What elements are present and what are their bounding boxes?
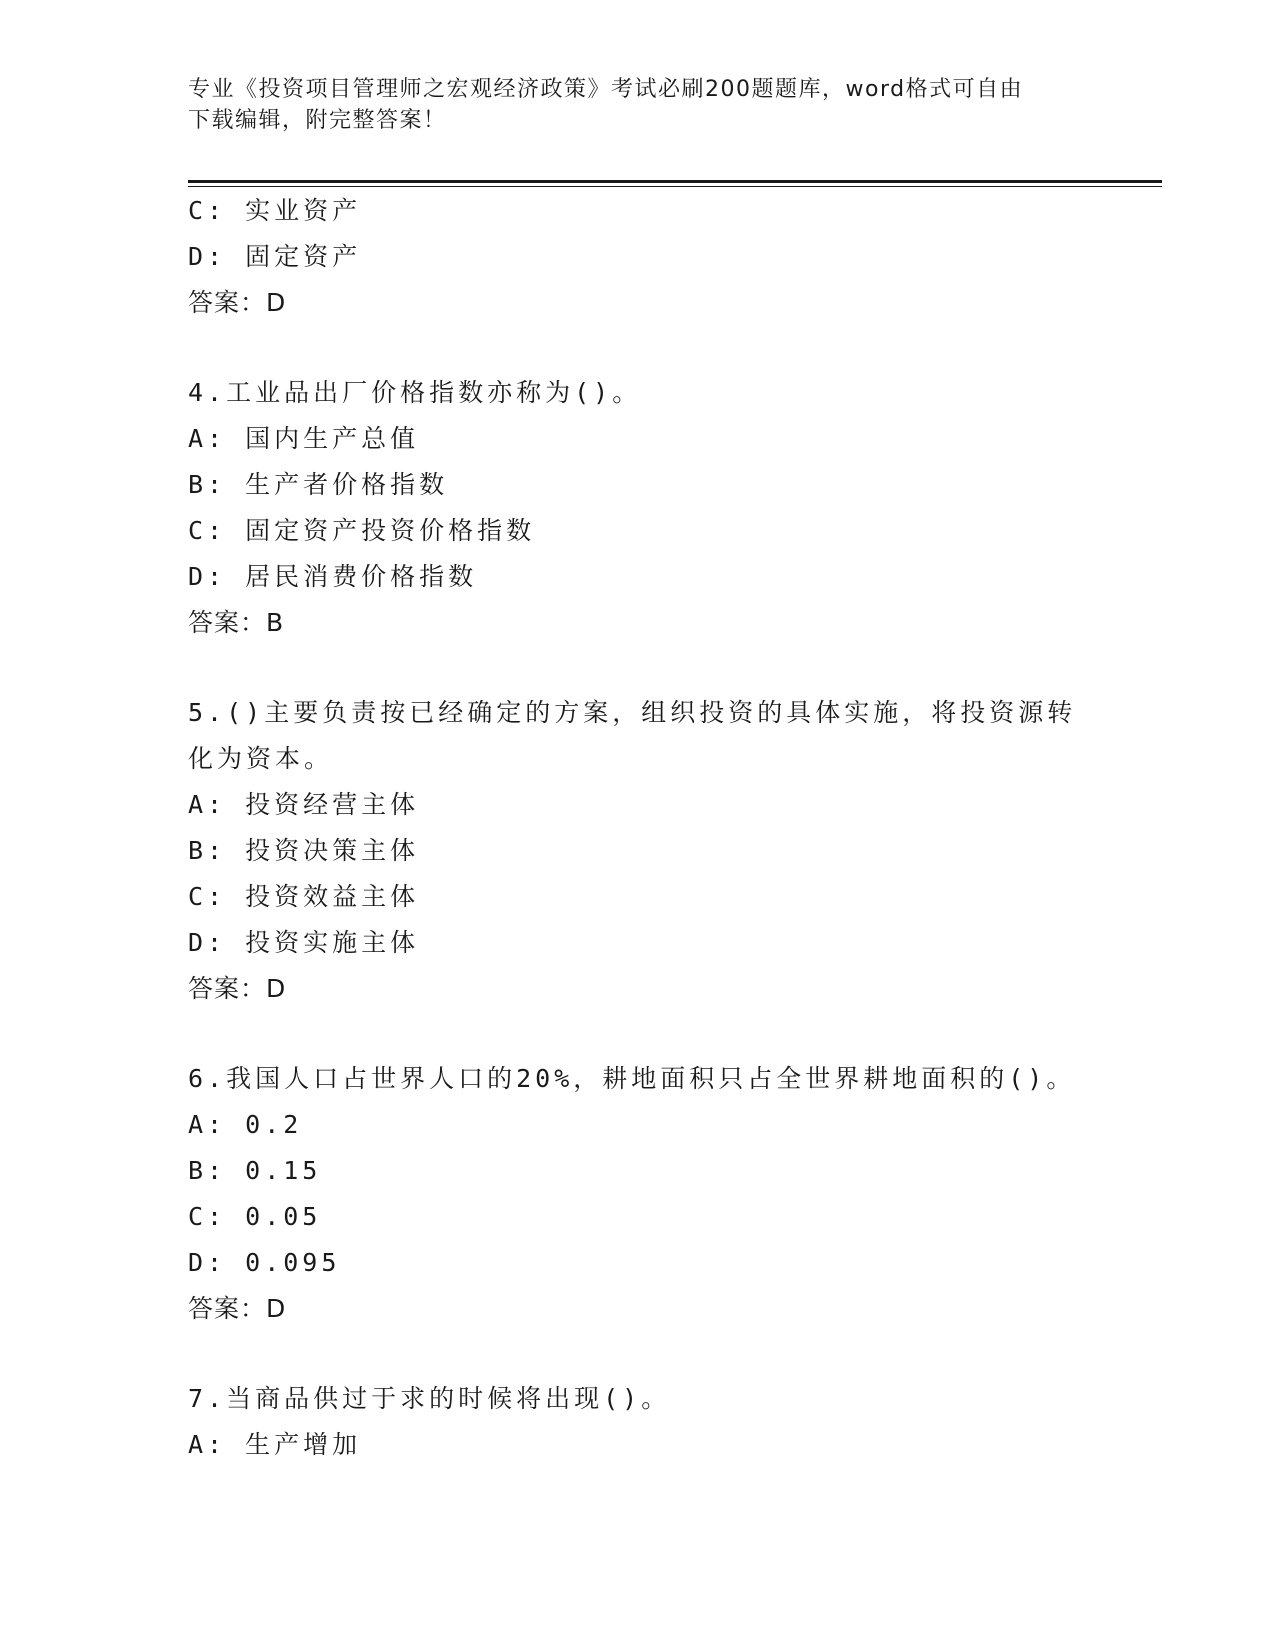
question-stem: 4.工业品出厂价格指数亦称为()。 [188,378,642,407]
spacer [188,326,1088,370]
question-stem: 7.当商品供过于求的时候将出现()。 [188,1384,671,1413]
option-c: C: 实业资产 [188,196,362,225]
option-a: A: 国内生产总值 [188,424,420,453]
question-stem-line-1: 5.()主要负责按已经确定的方案，组织投资的具体实施，将投资源转 [188,698,1077,727]
option-d: D: 固定资产 [188,242,362,271]
question-5 [188,690,1088,1012]
question-stem: 6.我国人口占世界人口的20%，耕地面积只占全世界耕地面积的()。 [188,1064,1076,1093]
question-4 [188,370,1088,646]
question-fragment [188,188,1088,326]
option-c: C: 0.05 [188,1202,322,1231]
option-a: A: 生产增加 [188,1430,362,1459]
header-rule-thick [188,180,1162,183]
document-header [188,74,1088,136]
question-list [188,188,1088,1468]
answer-line: 答案：B [188,608,285,637]
answer-line: 答案：D [188,1294,287,1323]
option-b: B: 投资决策主体 [188,836,420,865]
option-d: D: 居民消费价格指数 [188,562,478,591]
option-b: B: 0.15 [188,1156,322,1185]
spacer [188,1012,1088,1056]
header-line-1: 专业《投资项目管理师之宏观经济政策》考试必刷200题题库，word格式可自由 [188,77,1024,102]
option-d: D: 投资实施主体 [188,928,420,957]
option-c: C: 投资效益主体 [188,882,420,911]
question-7 [188,1376,1088,1468]
option-a: A: 投资经营主体 [188,790,420,819]
option-b: B: 生产者价格指数 [188,470,449,499]
question-6 [188,1056,1088,1332]
spacer [188,1332,1088,1376]
spacer [188,646,1088,690]
answer-line: 答案：D [188,288,287,317]
option-c: C: 固定资产投资价格指数 [188,516,536,545]
option-d: D: 0.095 [188,1248,341,1277]
header-rule-thin [188,186,1162,187]
question-stem-line-2: 化为资本。 [188,744,334,773]
answer-line: 答案：D [188,974,287,1003]
option-a: A: 0.2 [188,1110,303,1139]
header-line-2: 下载编辑，附完整答案！ [188,108,447,133]
